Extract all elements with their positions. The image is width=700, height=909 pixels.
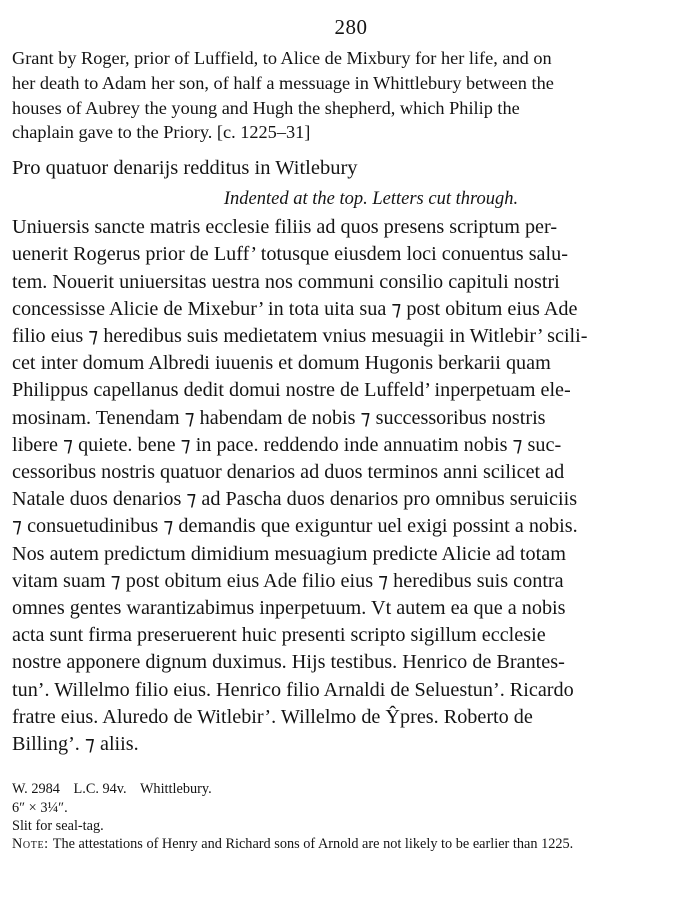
- summary-line: houses of Aubrey the young and Hugh the shepherd, which Philip the: [12, 97, 520, 118]
- ref-w: W. 2984: [12, 781, 60, 798]
- charter-line: Nos autem predictum dimidium mesuagium predicte Alicie ad totam: [12, 542, 566, 565]
- english-summary: [12, 46, 690, 145]
- charter-line: Billing’. ⁊ aliis.: [12, 733, 139, 756]
- seal-note: Slit for seal-tag.: [12, 817, 104, 834]
- summary-line: chaplain gave to the Priory. [c. 1225–31]: [12, 122, 311, 143]
- editorial-note: [12, 835, 690, 853]
- dimensions: 6″ × 3¼″.: [12, 799, 68, 816]
- latin-heading: Pro quatuor denarijs redditus in Witlebury: [12, 157, 358, 180]
- charter-line: omnes gentes warantizabimus inperpetuum. Vt autem ea que a nobis: [12, 597, 566, 620]
- charter-line: libere ⁊ quiete. bene ⁊ in pace. reddendo inde annuatim nobis ⁊ suc-: [12, 433, 562, 456]
- charter-line: filio eius ⁊ heredibus suis medietatem vnius mesuagii in Witlebir’ scili-: [12, 325, 588, 347]
- charter-line: acta sunt firma preseruerent huic presenti scripto sigillum ecclesie: [12, 624, 546, 647]
- charter-line: Philippus capellanus dedit domui nostre de Luffeld’ inperpetuam ele-: [12, 379, 571, 402]
- charter-line: ⁊ consuetudinibus ⁊ demandis que exiguntur uel exigi possint a nobis.: [12, 515, 578, 538]
- charter-line: cessoribus nostris quatuor denarios ad duos terminos anni scilicet ad: [12, 461, 565, 484]
- summary-line: Grant by Roger, prior of Luffield, to Alice de Mixbury for her life, and on: [12, 48, 552, 68]
- ref-place: Whittlebury.: [139, 781, 212, 798]
- charter-text: [12, 214, 690, 758]
- charter-line: fratre eius. Aluredo de Witlebir’. Willelmo de Ŷpres. Roberto de: [12, 705, 533, 728]
- charter-line: tem. Nouerit uniuersitas uestra nos communi consilio capituli nostri: [12, 270, 560, 293]
- charter-line: Natale duos denarios ⁊ ad Pascha duos denarios pro omnibus seruiciis: [12, 488, 578, 511]
- page-number: 280: [334, 15, 368, 39]
- charter-line: uenerit Rogerus prior de Luff’ totusque eiusdem loci conuentus salu-: [12, 243, 568, 266]
- charter-line: concessisse Alicie de Mixebur’ in tota uita sua ⁊ post obitum eius Ade: [12, 297, 578, 320]
- apparatus: [12, 780, 690, 853]
- charter-line: tun’. Willelmo filio eius. Henrico filio Arnaldi de Seluestun’. Ricardo: [12, 678, 574, 701]
- indented-note: Indented at the top. Letters cut through.: [223, 189, 519, 210]
- manuscript-reference: [12, 780, 690, 798]
- summary-line: her death to Adam her son, of half a messuage in Whittlebury between the: [12, 72, 554, 93]
- charter-line: vitam suam ⁊ post obitum eius Ade filio eius ⁊ heredibus suis contra: [12, 569, 564, 592]
- charter-line: cet inter domum Albredi iuuenis et domum Hugonis berkarii quam: [12, 352, 551, 375]
- charter-line: nostre apponere dignum duximus. Hijs testibus. Henrico de Brantes-: [12, 651, 565, 674]
- charter-line: Uniuersis sancte matris ecclesie filiis ad quos presens scriptum per-: [12, 216, 558, 239]
- charter-line: mosinam. Tenendam ⁊ habendam de nobis ⁊ successoribus nostris: [12, 406, 546, 429]
- document-page: [12, 14, 690, 853]
- note-label: Note:: [12, 836, 49, 853]
- ref-lc: L.C. 94v.: [73, 781, 127, 798]
- note-text: The attestations of Henry and Richard sons of Arnold are not likely to be earlier than 1225.: [52, 836, 574, 853]
